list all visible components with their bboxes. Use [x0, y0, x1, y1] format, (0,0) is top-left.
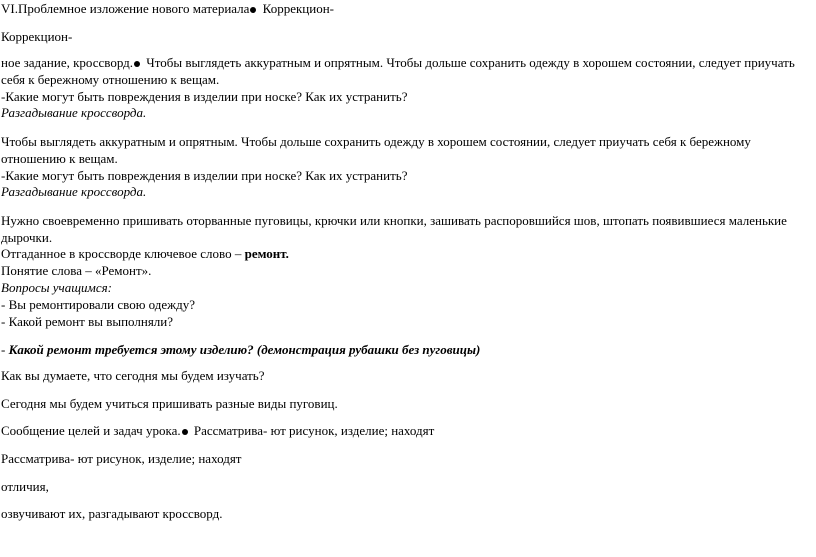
crossword-solving-1: Разгадывание кроссворда.: [1, 105, 147, 120]
keyword-prefix: Отгаданное в кроссворде ключевое слово –: [1, 246, 245, 261]
paragraph-correction: Коррекцион-: [1, 29, 73, 44]
question-damage-2: -Какие могут быть повреждения в изделии при носке? Как их устранить?: [1, 168, 408, 183]
paragraph-neatness: Чтобы выглядеть аккуратным и опрятным. Чтобы дольше сохранить одежду в хорошем состоянии, следует приучать себя к бережному отношению к вещам.: [1, 134, 751, 166]
question-repaired-clothes: - Вы ремонтировали свою одежду?: [1, 297, 196, 312]
voice-solve-line: озвучивают их, разгадывают кроссворд.: [1, 506, 223, 521]
lesson-goals-tail: Рассматрива- ют рисунок, изделие; находят: [190, 423, 435, 438]
question-repair-type: - Какой ремонт вы выполняли?: [1, 314, 174, 329]
concept-line: Понятие слова – «Ремонт».: [1, 263, 152, 278]
section-heading-text: VI.Проблемное изложение нового материала: [1, 1, 250, 16]
demonstration-dash: -: [1, 342, 9, 357]
bullet-icon: [134, 61, 140, 67]
demonstration-text: Какой ремонт требуется этому изделию? (демонстрация рубашки без пуговицы): [8, 342, 481, 357]
paragraph-crossword-task: [1, 54, 813, 88]
bullet-icon: [182, 429, 188, 435]
crossword-solving-2: Разгадывание кроссворда.: [1, 184, 147, 199]
lesson-goals-head: Сообщение целей и задач урока.: [1, 423, 181, 438]
differences-line: отличия,: [1, 479, 49, 494]
bullet-icon: [250, 7, 256, 13]
crossword-task-head: ное задание, кроссворд.: [1, 55, 134, 70]
section-heading-tail: Коррекцион-: [259, 1, 334, 16]
question-damage-1: -Какие могут быть повреждения в изделии при носке? Как их устранить?: [1, 89, 408, 104]
examine-picture-line: Рассматрива- ют рисунок, изделие; находят: [1, 451, 242, 466]
keyword-word: ремонт.: [244, 246, 289, 261]
crossword-task-text: Чтобы выглядеть аккуратным и опрятным. Чтобы дольше сохранить одежду в хорошем состоянии, следует приучать себя к бережному отношению к вещам.: [1, 55, 795, 87]
section-heading: [1, 0, 334, 17]
demonstration-line: [1, 341, 480, 358]
lesson-goals-line: [1, 422, 434, 439]
paragraph-repair-needed: Нужно своевременно пришивать оторванные пуговицы, крючки или кнопки, зашивать распоровшийся шов, штопать появившиеся маленькие дырочки.: [1, 213, 787, 245]
questions-label: Вопросы учащимся:: [1, 280, 112, 295]
question-today-topic: Как вы думаете, что сегодня мы будем изучать?: [1, 368, 265, 383]
today-topic-answer: Сегодня мы будем учиться пришивать разные виды пуговиц.: [1, 396, 338, 411]
keyword-line: [1, 245, 289, 262]
